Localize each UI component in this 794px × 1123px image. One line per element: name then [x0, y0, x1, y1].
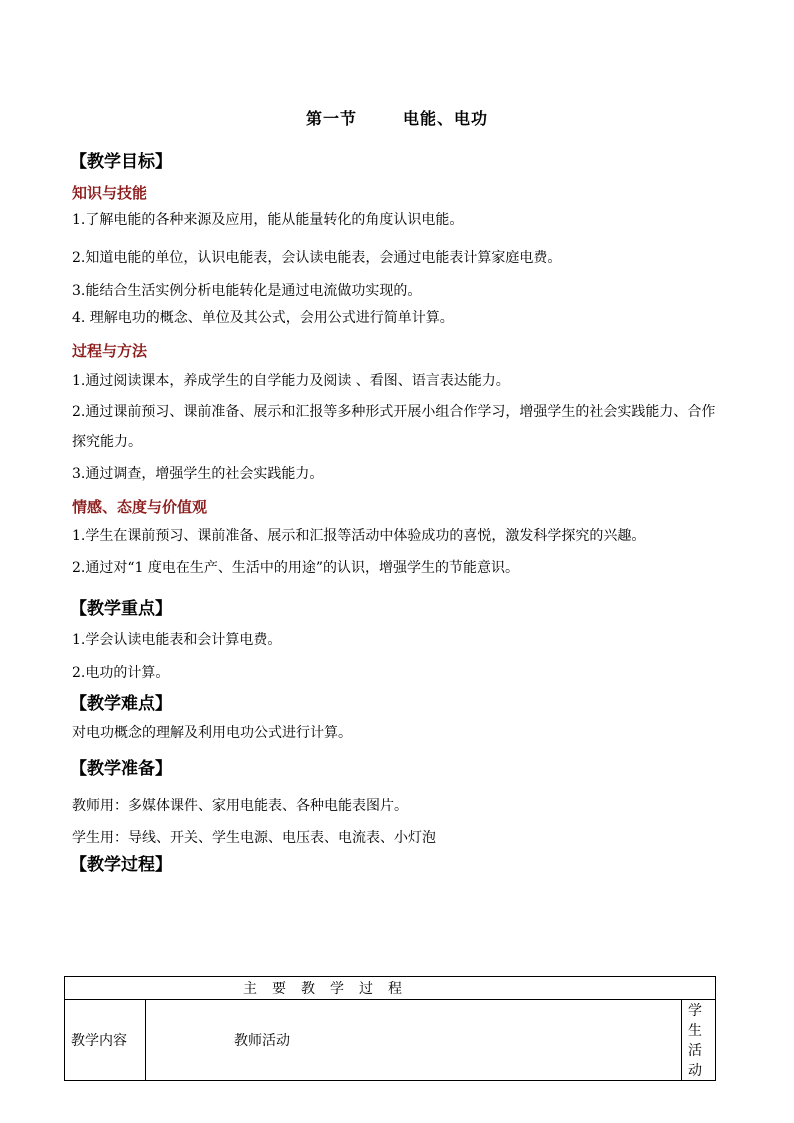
section-heading-difficulties: 【教学难点】: [70, 694, 172, 714]
knowledge-item: 4. 理解电功的概念、单位及其公式，会用公式进行简单计算。: [72, 310, 454, 326]
table-row: [65, 1000, 716, 1081]
difficulty-text: 对电功概念的理解及利用电功公式进行计算。: [72, 725, 352, 741]
section-heading-goals: 【教学目标】: [70, 152, 172, 172]
subheading-emotion: 情感、态度与价值观: [72, 498, 208, 516]
emotion-item: 1.学生在课前预习、课前准备、展示和汇报等活动中体验成功的喜悦，激发科学探究的兴趣。: [72, 528, 646, 544]
section-heading-process: 【教学过程】: [70, 855, 172, 875]
key-point-item: 2.电功的计算。: [72, 665, 170, 681]
page-title: [0, 106, 794, 129]
table-header-row: [65, 977, 716, 1000]
knowledge-item: 2.知道电能的单位，认识电能表，会认读电能表，会通过电能表计算家庭电费。: [72, 250, 562, 266]
subheading-method: 过程与方法: [72, 342, 148, 360]
emotion-item: 2.通过对“1 度电在生产、生活中的用途”的认识，增强学生的节能意识。: [72, 560, 520, 576]
method-item: 2.通过课前预习、课前准备、展示和汇报等多种形式开展小组合作学习，增强学生的社会实践能力、合作探究能力。: [72, 404, 716, 450]
method-item: 3.通过调查，增强学生的社会实践能力。: [72, 466, 324, 482]
key-point-item: 1.学会认读电能表和会计算电费。: [72, 632, 282, 648]
knowledge-item: 3.能结合生活实例分析电能转化是通过电流做功实现的。: [72, 283, 422, 299]
table-title-cell: 主要教学过程: [65, 977, 716, 1000]
knowledge-item: 1.了解电能的各种来源及应用，能从能量转化的角度认识电能。: [72, 212, 464, 228]
title-section-number: 第一节: [305, 109, 357, 128]
section-heading-key-points: 【教学重点】: [70, 599, 172, 619]
method-item: 1.通过阅读课本，养成学生的自学能力及阅读 、看图、语言表达能力。: [72, 373, 510, 389]
column-student-activity: 学生活动: [682, 1000, 716, 1081]
teaching-process-table: [64, 976, 716, 1081]
title-topic: 电能、电功: [403, 109, 489, 128]
column-teaching-content: 教学内容: [65, 1000, 146, 1081]
subheading-knowledge: 知识与技能: [72, 184, 148, 202]
column-teacher-activity: 教师活动: [146, 1000, 682, 1081]
teacher-materials: 教师用：多媒体课件、家用电能表、各种电能表图片。: [72, 798, 408, 814]
student-materials: 学生用：导线、开关、学生电源、电压表、电流表、小灯泡: [72, 830, 436, 846]
section-heading-preparation: 【教学准备】: [70, 759, 172, 779]
